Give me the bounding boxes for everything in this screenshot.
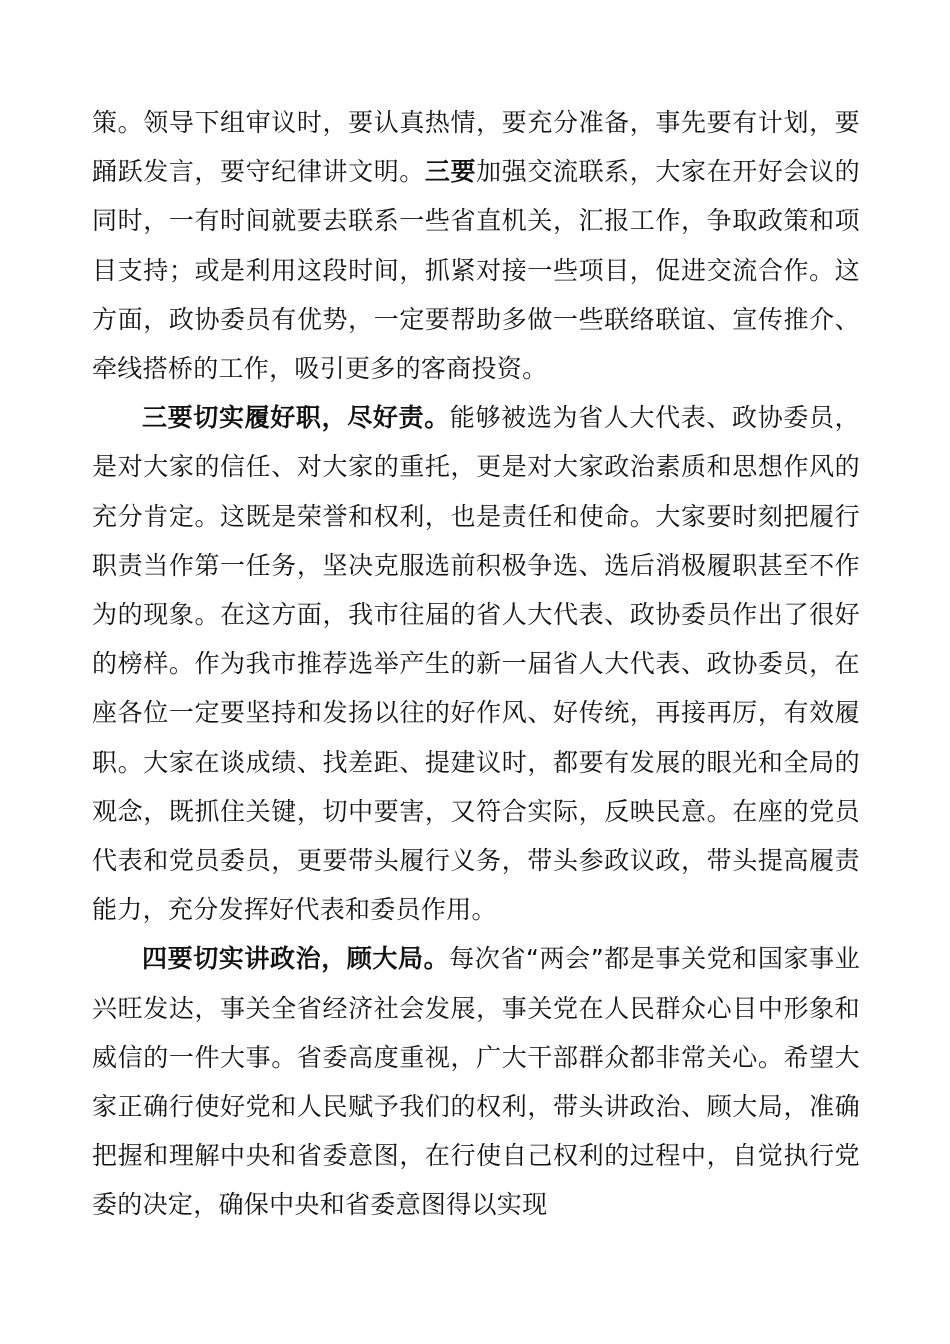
document-body (92, 98, 860, 1230)
paragraph-2-text: 能够被选为省人大代表、政协委员，是对大家的信任、对大家的重托，更是对大家政治素质和思想作风的充分肯定。这既是荣誉和权利，也是责任和使命。大家要时刻把履行职责当作第一任务，坚决克服选前积极争选、选后消极履职甚至不作为的现象。在这方面，我市往届的省人大代表、政协委员作出了很好的榜样。作为我市推荐选举产生的新一届省人大代表、政协委员，在座各位一定要坚持和发扬以往的好作风、好传统，再接再厉，有效履职。大家在谈成绩、找差距、提建议时，都要有发展的眼光和全局的观念，既抓住关键，切中要害，又符合实际，反映民意。在座的党员代表和党员委员，更要带头履行义务，带头参政议政，带头提高履责能力，充分发挥好代表和委员作用。 (92, 403, 860, 925)
paragraph-1-text-a: 策。领导下组审议时，要认真热情，要充分准备，事先要有计划，要踊跃发言，要守纪律讲文明。 (92, 108, 860, 187)
paragraph-1 (92, 98, 860, 393)
paragraph-2-heading: 三要切实履好职，尽好责。 (142, 403, 450, 433)
paragraph-3-heading: 四要切实讲政治，顾大局。 (142, 944, 450, 974)
paragraph-1-text-b: 加强交流联系，大家在开好会议的同时，一有时间就要去联系一些省直机关，汇报工作，争取政策和项目支持；或是利用这段时间，抓紧对接一些项目，促进交流合作。这方面，政协委员有优势，一定要帮助多做一些联络联谊、宣传推介、牵线搭桥的工作，吸引更多的客商投资。 (92, 157, 860, 384)
paragraph-1-emphasis: 三要 (424, 157, 477, 187)
paragraph-2 (92, 393, 860, 934)
paragraph-3 (92, 934, 860, 1229)
paragraph-3-text: 每次省“两会”都是事关党和国家事业兴旺发达，事关全省经济社会发展，事关党在人民群众心目中形象和威信的一件大事。省委高度重视，广大干部群众都非常关心。希望大家正确行使好党和人民赋予我们的权利，带头讲政治、顾大局，准确把握和理解中央和省委意图，在行使自己权利的过程中，自觉执行党委的决定，确保中央和省委意图得以实现 (92, 944, 860, 1220)
